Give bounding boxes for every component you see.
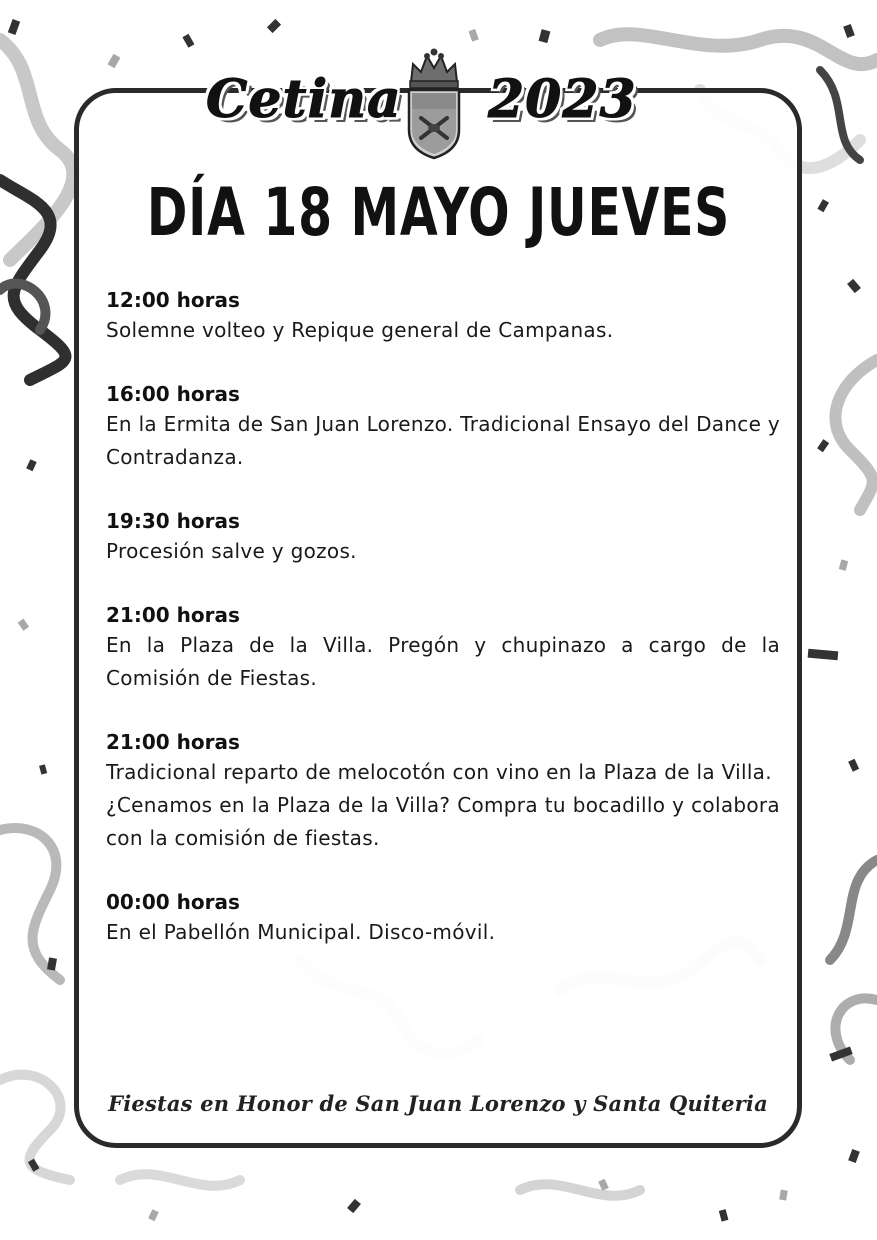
- event-time: 21:00 horas: [106, 603, 240, 627]
- event-schedule: [106, 286, 780, 982]
- event-description: Solemne volteo y Repique general de Campanas.: [106, 318, 614, 342]
- event-time: 21:00 horas: [106, 730, 240, 754]
- list-item: [106, 286, 780, 347]
- page-title: DÍA 18 MAYO JUEVES: [146, 174, 731, 251]
- event-time: 12:00 horas: [106, 288, 240, 312]
- brand-header: [196, 48, 656, 163]
- brand-year: 2023: [488, 69, 637, 130]
- event-time: 16:00 horas: [106, 382, 240, 406]
- list-item: [106, 507, 780, 568]
- list-item: [106, 380, 780, 474]
- event-description: ¿Cenamos en la Plaza de la Villa? Compra tu bocadillo y colabora con la comisión de fiestas.: [106, 793, 780, 850]
- event-description: Procesión salve y gozos.: [106, 539, 357, 563]
- municipal-crest-icon: [403, 48, 465, 160]
- list-item: [106, 728, 780, 855]
- festival-footer: Fiestas en Honor de San Juan Lorenzo y Santa Quiteria: [108, 1091, 768, 1116]
- event-time: 19:30 horas: [106, 509, 240, 533]
- event-description: En el Pabellón Municipal. Disco-móvil.: [106, 920, 496, 944]
- event-description: En la Plaza de la Villa. Pregón y chupinazo a cargo de la Comisión de Fiestas.: [106, 633, 780, 690]
- list-item: [106, 888, 780, 949]
- brand-town-name: Cetina: [206, 69, 402, 130]
- event-description: En la Ermita de San Juan Lorenzo. Tradicional Ensayo del Dance y Contradanza.: [106, 412, 780, 469]
- event-description: Tradicional reparto de melocotón con vino en la Plaza de la Villa.: [106, 760, 772, 784]
- event-time: 00:00 horas: [106, 890, 240, 914]
- list-item: [106, 601, 780, 695]
